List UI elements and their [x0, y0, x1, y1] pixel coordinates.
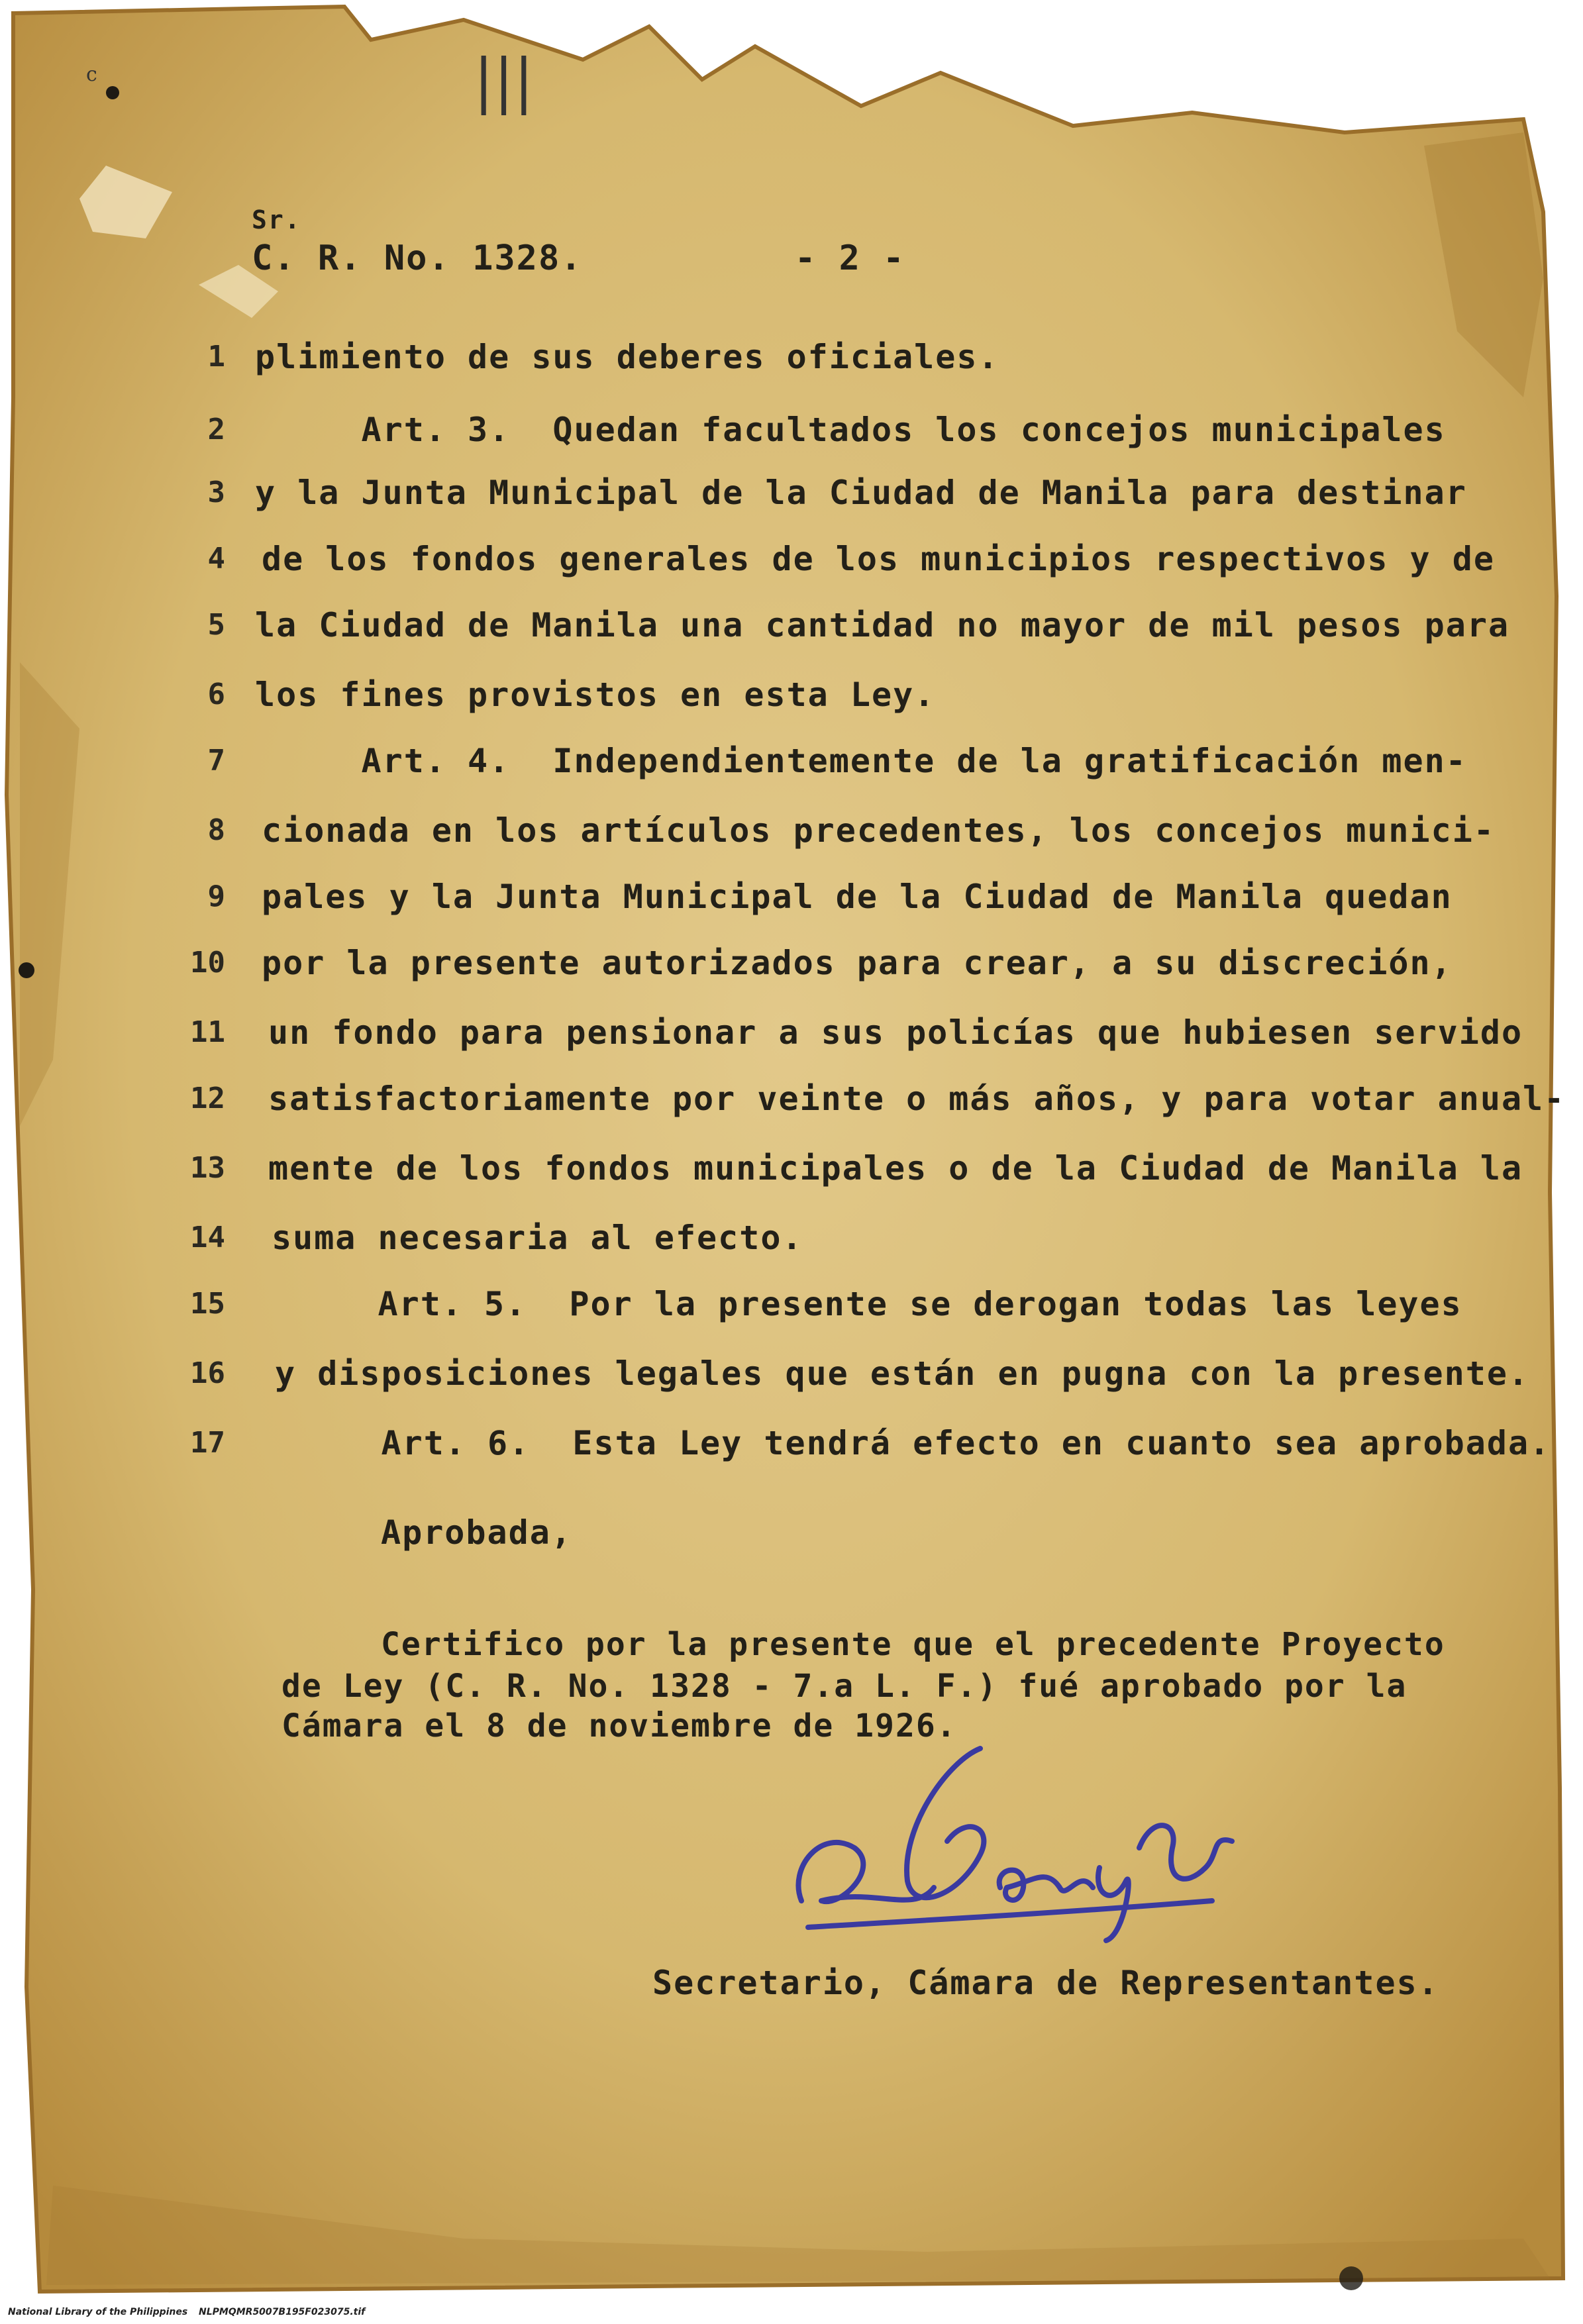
line-text: plimiento de sus deberes oficiales. — [255, 338, 999, 376]
line-text: de los fondos generales de los municipios respectivos y de — [262, 540, 1495, 578]
approved-label: Aprobada, — [381, 1513, 572, 1552]
line-text: Art. 5. Por la presente se derogan todas las leyes — [272, 1285, 1462, 1323]
certification-line-1: Certifico por la presente que el precedente Proyecto — [381, 1626, 1445, 1663]
signer-title: Secretario, Cámara de Representantes. — [652, 1964, 1439, 2002]
line-number: 14 — [190, 1221, 225, 1254]
certification-line-3: Cámara el 8 de noviembre de 1926. — [281, 1707, 957, 1744]
line-text: la Ciudad de Manila una cantidad no mayor de mil pesos para — [255, 606, 1510, 644]
line-number: 17 — [190, 1426, 225, 1460]
line-text: Art. 4. Independientemente de la gratificación men- — [255, 742, 1467, 780]
line-number: 6 — [207, 678, 225, 711]
corner-mark: c — [86, 63, 97, 86]
line-number: 3 — [207, 476, 225, 509]
ink-tick-mark: ||| — [474, 46, 534, 116]
line-text: cionada en los artículos precedentes, los concejos munici- — [262, 811, 1495, 850]
margin-mark: Sr. — [252, 205, 301, 234]
line-number: 11 — [190, 1015, 225, 1049]
line-text: satisfactoriamente por veinte o más años, y para votar anual- — [268, 1080, 1566, 1118]
line-text: un fondo para pensionar a sus policías que hubiesen servido — [268, 1013, 1523, 1052]
line-number: 16 — [190, 1356, 225, 1390]
line-number: 12 — [190, 1082, 225, 1115]
line-text: Art. 6. Esta Ley tendrá efecto en cuanto sea aprobada. — [275, 1424, 1551, 1462]
library-credit: National Library of the Philippines — [8, 2307, 188, 2317]
line-text: Art. 3. Quedan facultados los concejos municipales — [255, 411, 1446, 449]
file-id: NLPMQMR5007B195F023075.tif — [199, 2307, 366, 2317]
line-text: y disposiciones legales que están en pugna con la presente. — [275, 1354, 1530, 1393]
certification-line-2: de Ley (C. R. No. 1328 - 7.a L. F.) fué aprobado por la — [281, 1668, 1407, 1705]
line-text: suma necesaria al efecto. — [272, 1219, 803, 1257]
line-number: 7 — [207, 744, 225, 778]
line-number: 2 — [207, 413, 225, 446]
line-number: 10 — [190, 946, 225, 980]
signature — [782, 1735, 1245, 1954]
line-number: 15 — [190, 1287, 225, 1321]
line-number: 1 — [207, 340, 225, 374]
line-number: 4 — [207, 542, 225, 576]
line-number: 9 — [207, 880, 225, 913]
bill-reference: C. R. No. 1328. — [252, 238, 583, 278]
line-number: 13 — [190, 1151, 225, 1185]
line-text: pales y la Junta Municipal de la Ciudad de Manila quedan — [262, 878, 1453, 916]
line-text: los fines provistos en esta Ley. — [255, 676, 936, 714]
line-number: 5 — [207, 608, 225, 642]
line-number: 8 — [207, 813, 225, 847]
page-number: - 2 - — [795, 238, 905, 278]
line-text: y la Junta Municipal de la Ciudad de Manila para destinar — [255, 474, 1467, 512]
line-text: por la presente autorizados para crear, a su discreción, — [262, 944, 1453, 982]
line-text: mente de los fondos municipales o de la Ciudad de Manila la — [268, 1149, 1523, 1187]
